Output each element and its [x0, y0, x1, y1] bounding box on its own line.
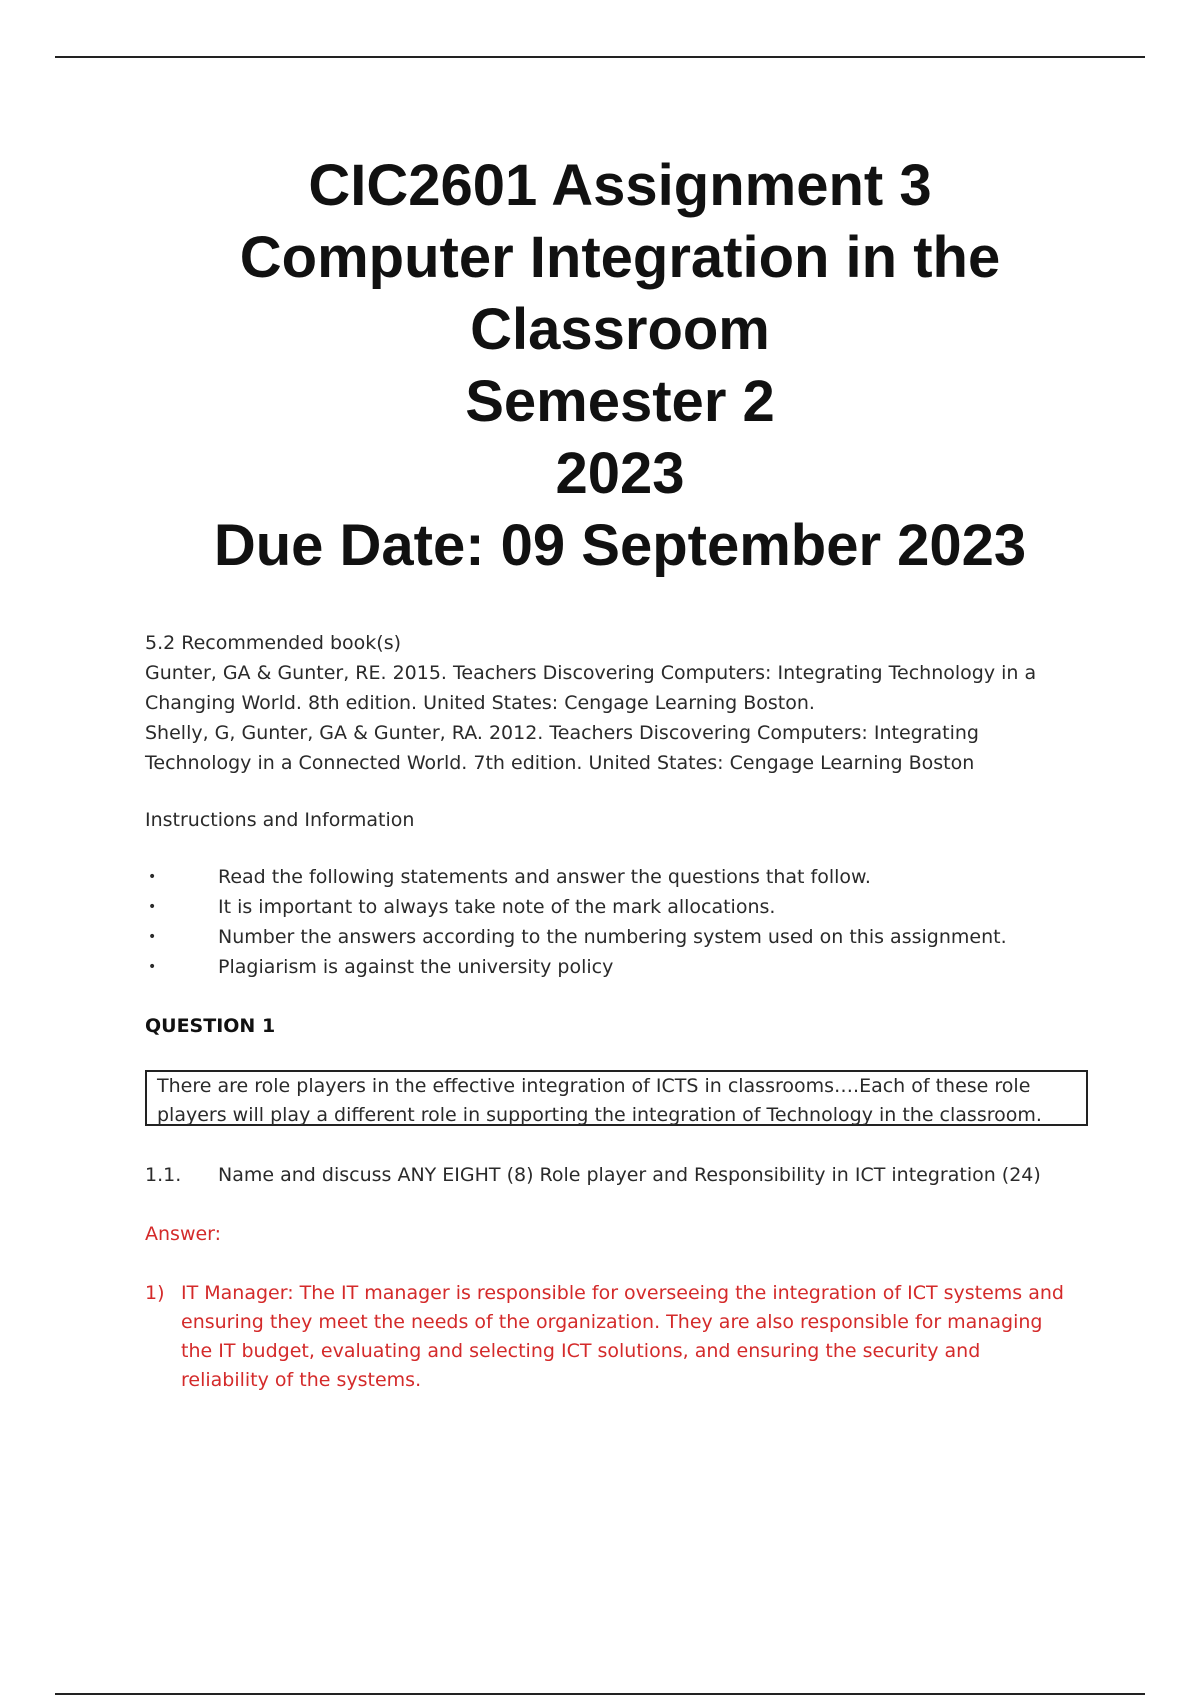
instructions-heading: Instructions and Information	[145, 809, 415, 831]
list-item	[145, 952, 1095, 982]
answer-label: Answer:	[145, 1223, 222, 1245]
title-line-module-name-cont: Classroom	[470, 297, 770, 362]
answer-line: ensuring they meet the needs of the organization. They are also responsible for managing	[181, 1311, 1043, 1333]
title-line-due-date: Due Date: 09 September 2023	[213, 513, 1027, 578]
bottom-horizontal-rule	[55, 1693, 1145, 1695]
title-line-module-name: Computer Integration in the	[239, 225, 1001, 290]
answer-line: the IT budget, evaluating and selecting ICT solutions, and ensuring the security and	[181, 1340, 981, 1362]
book-reference-line: Changing World. 8th edition. United States: Cengage Learning Boston.	[145, 692, 815, 714]
title-line-course: CIC2601 Assignment 3	[308, 153, 932, 218]
book-reference-line: Gunter, GA & Gunter, RE. 2015. Teachers Discovering Computers: Integrating Technology in a	[145, 662, 1037, 684]
answer-line: reliability of the systems.	[181, 1369, 422, 1391]
bullet-icon: •	[148, 869, 157, 885]
instruction-text: It is important to always take note of the mark allocations.	[218, 896, 776, 918]
list-item	[145, 892, 1095, 922]
document-title	[60, 150, 1180, 582]
answer-item-text	[181, 1279, 1091, 1395]
title-line-year: 2023	[555, 441, 685, 506]
recommended-books-section	[145, 628, 1095, 778]
instructions-list	[145, 862, 1095, 982]
book-reference-line: Technology in a Connected World. 7th edition. United States: Cengage Learning Boston	[145, 752, 975, 774]
statement-line: players will play a different role in supporting the integration of Technology in the classroom.	[157, 1104, 1042, 1126]
instruction-text: Read the following statements and answer the questions that follow.	[218, 866, 871, 888]
question-number: 1.1.	[145, 1164, 182, 1186]
recommended-books-heading: 5.2 Recommended book(s)	[145, 632, 401, 654]
list-item	[145, 862, 1095, 892]
bullet-icon: •	[148, 929, 157, 945]
question-1-heading: QUESTION 1	[145, 1015, 276, 1037]
top-horizontal-rule	[55, 56, 1145, 58]
question-text: Name and discuss ANY EIGHT (8) Role player and Responsibility in ICT integration (24)	[218, 1164, 1041, 1186]
question-1-1	[145, 1160, 1095, 1190]
statement-line: There are role players in the effective integration of ICTS in classrooms….Each of these role	[157, 1075, 1031, 1097]
question-statement-box	[145, 1070, 1088, 1126]
bullet-icon: •	[148, 899, 157, 915]
book-reference-line: Shelly, G, Gunter, GA & Gunter, RA. 2012. Teachers Discovering Computers: Integrating	[145, 722, 979, 744]
list-item	[145, 922, 1095, 952]
title-line-semester: Semester 2	[465, 369, 775, 434]
instruction-text: Plagiarism is against the university policy	[218, 956, 614, 978]
instruction-text: Number the answers according to the numbering system used on this assignment.	[218, 926, 1007, 948]
answer-line: IT Manager: The IT manager is responsible for overseeing the integration of ICT systems and	[181, 1282, 1064, 1304]
bullet-icon: •	[148, 959, 157, 975]
answer-item-number: 1)	[145, 1282, 165, 1304]
